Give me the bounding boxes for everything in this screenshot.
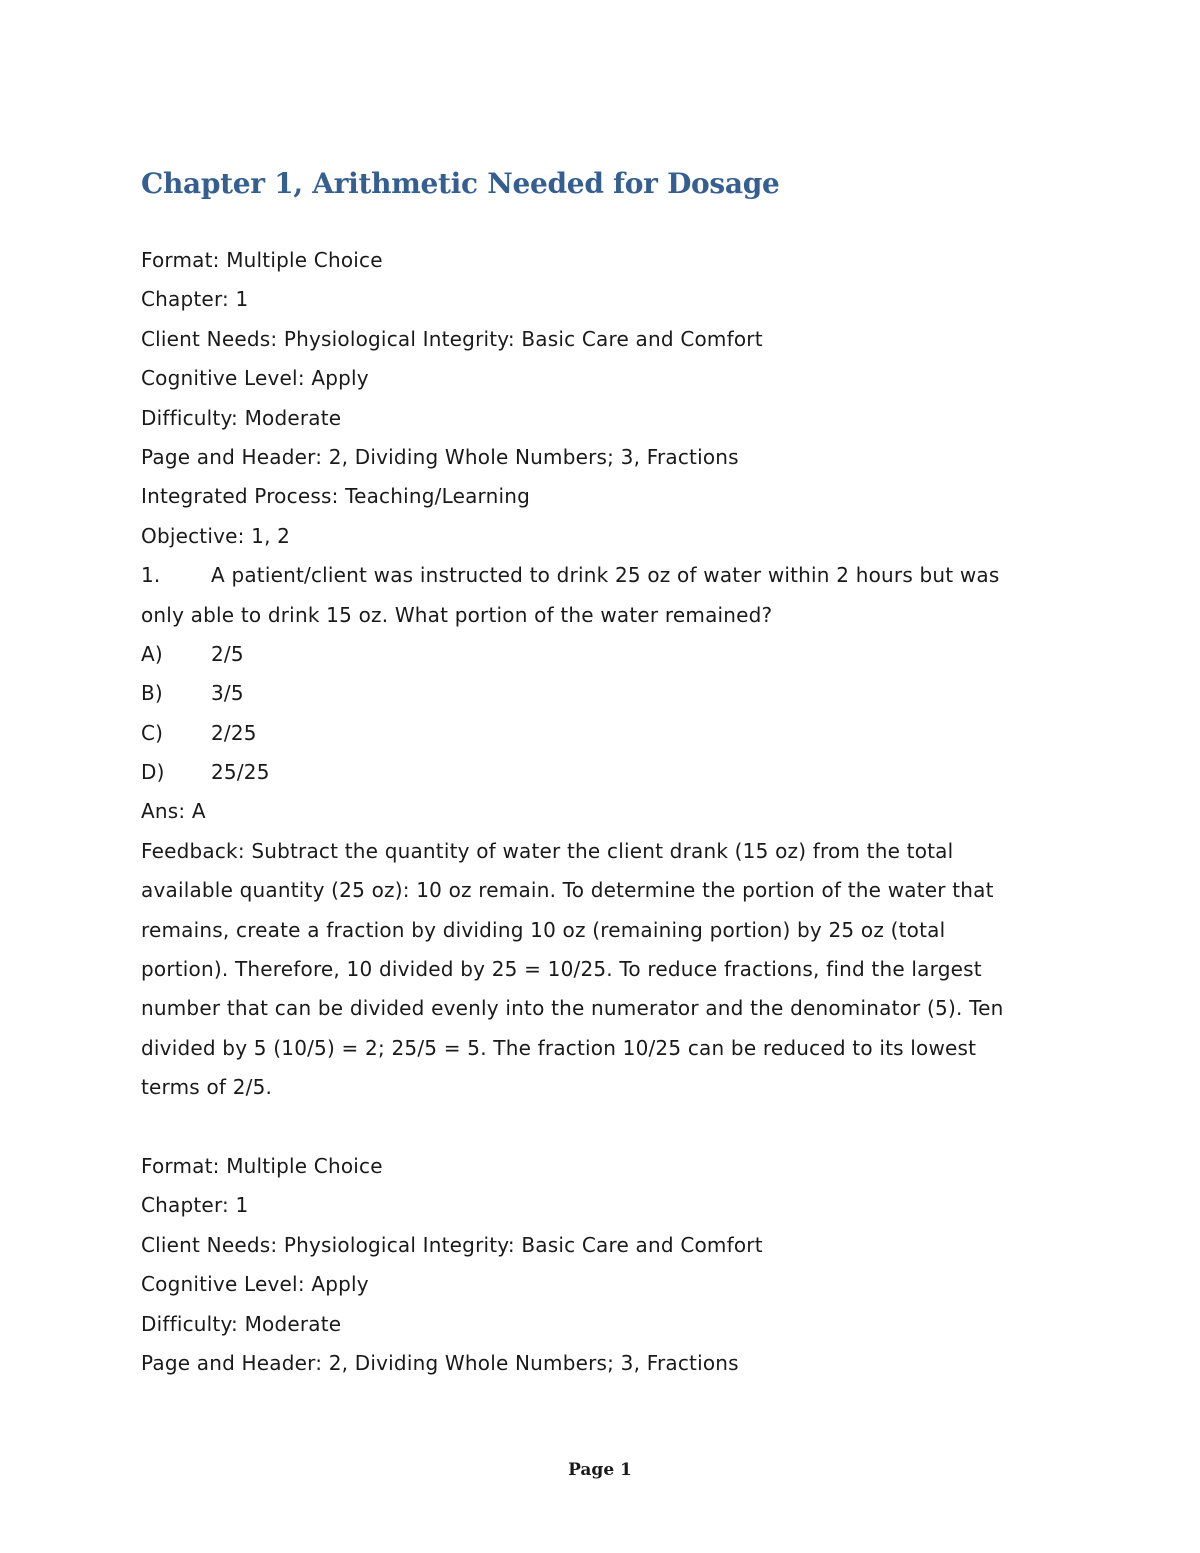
option-c: C) 2/25 <box>141 720 257 745</box>
meta-integrated-process: Integrated Process: Teaching/Learning <box>141 484 531 509</box>
document-body <box>141 241 1071 1383</box>
meta-page-header: Page and Header: 2, Dividing Whole Numbers; 3, Fractions <box>141 444 739 469</box>
question-stem-line-1: 1. A patient/client was instructed to drink 25 oz of water within 2 hours but was <box>141 556 1071 595</box>
option-d: D) 25/25 <box>141 760 270 785</box>
feedback-line-7: terms of 2/5. <box>141 1075 273 1100</box>
answer-line: Ans: A <box>141 799 206 824</box>
page-title: Chapter 1, Arithmetic Needed for Dosage <box>141 167 780 200</box>
meta-page-header: Page and Header: 2, Dividing Whole Numbers; 3, Fractions <box>141 1350 739 1375</box>
option-b: B) 3/5 <box>141 681 244 706</box>
meta-difficulty: Difficulty: Moderate <box>141 1311 342 1336</box>
question-number: 1. <box>141 563 161 588</box>
page-footer: Page 1 <box>568 1460 632 1480</box>
meta-objective: Objective: 1, 2 <box>141 523 291 548</box>
feedback-line-1: Feedback: Subtract the quantity of water the client drank (15 oz) from the total <box>141 838 954 863</box>
feedback-line-2: available quantity (25 oz): 10 oz remain. To determine the portion of the water that <box>141 878 994 903</box>
meta-cognitive-level: Cognitive Level: Apply <box>141 1272 369 1297</box>
option-a: A) 2/5 <box>141 641 244 666</box>
meta-client-needs: Client Needs: Physiological Integrity: Basic Care and Comfort <box>141 1232 763 1257</box>
feedback-line-4: portion). Therefore, 10 divided by 25 = 10/25. To reduce fractions, find the largest <box>141 957 982 982</box>
meta-client-needs: Client Needs: Physiological Integrity: Basic Care and Comfort <box>141 326 763 351</box>
feedback-line-5: number that can be divided evenly into the numerator and the denominator (5). Ten <box>141 996 1004 1021</box>
meta-difficulty: Difficulty: Moderate <box>141 405 342 430</box>
meta-cognitive-level: Cognitive Level: Apply <box>141 366 369 391</box>
meta-chapter: Chapter: 1 <box>141 1193 249 1218</box>
meta-chapter: Chapter: 1 <box>141 287 249 312</box>
feedback-line-6: divided by 5 (10/5) = 2; 25/5 = 5. The fraction 10/25 can be reduced to its lowest <box>141 1035 977 1060</box>
feedback-line-3: remains, create a fraction by dividing 10 oz (remaining portion) by 25 oz (total <box>141 917 946 942</box>
meta-format: Format: Multiple Choice <box>141 248 383 272</box>
section-spacer <box>141 1108 1071 1147</box>
meta-format: Format: Multiple Choice <box>141 1153 383 1178</box>
question-stem-line-2: only able to drink 15 oz. What portion of the water remained? <box>141 602 773 627</box>
